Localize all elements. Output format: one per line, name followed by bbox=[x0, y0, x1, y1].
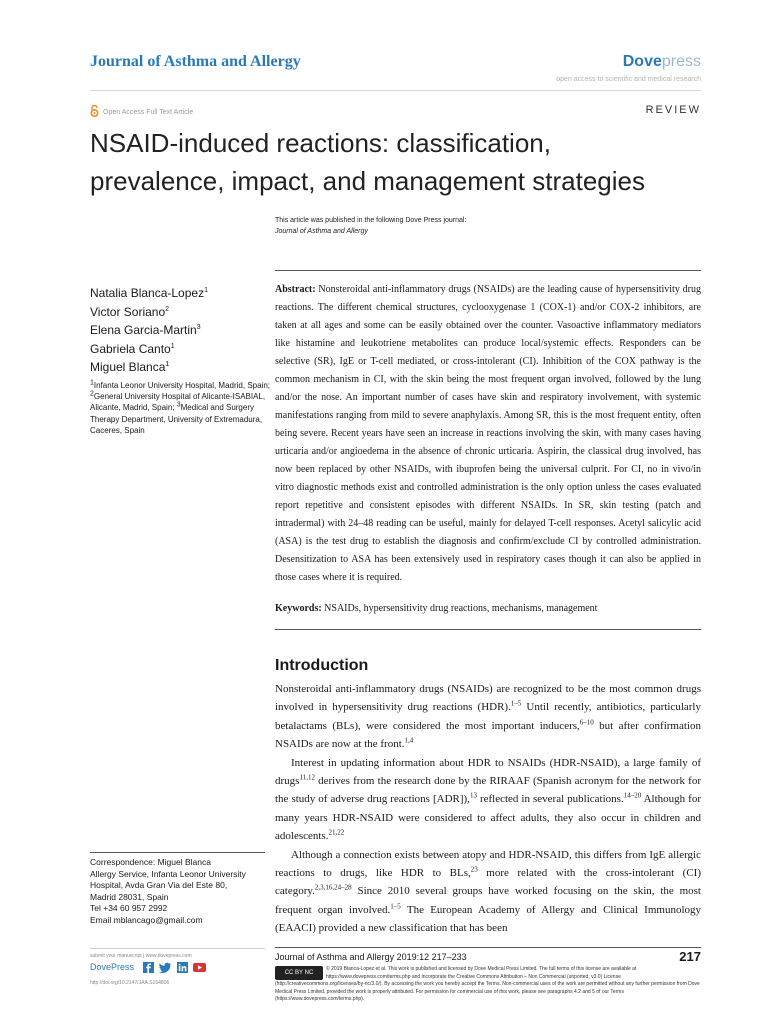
affiliations: $^1$Infanta Leonor University Hospital, Madrid, Spain; $^2$General University Hospital of Alicante-ISABIAL, Alicante, Madrid, Spain; $^3$Medical and Surgery Therapy Department, University of Extremadura, Caceres, Spain bbox=[90, 379, 270, 435]
correspondence: Correspondence: Miguel Blanca Allergy Service, Infanta Leonor University Hospital, Avda Gran Via del Este 80, Madrid 28031, Spain Tel +34 60 957 2992 Email mblancago@gmail.com bbox=[90, 857, 270, 926]
article-type: REVIEW bbox=[645, 104, 701, 116]
publisher-logo[interactable] bbox=[623, 53, 701, 71]
keywords-label: Keywords: bbox=[275, 603, 322, 614]
header-divider bbox=[90, 90, 701, 91]
keywords-text: NSAIDs, hypersensitivity drug reactions, mechanisms, management bbox=[321, 603, 598, 614]
reference-link[interactable]: 2,3,16,24–28 bbox=[314, 883, 352, 892]
open-access-row bbox=[90, 105, 193, 119]
author: Gabriela Canto$^1$ bbox=[90, 341, 175, 356]
paragraph: Interest in updating information about HDR to NSAIDs (HDR-NSAID), a large family of drugs$^{11,12}$ derives from the research done by the RIRAAF (Spanish acronym for the network for the study of adverse drug reactions [ADR]),$^{13}$ reflected in several publications.$^{14-20}$ Although for many years HDR-NSAID were considered to affect adults, they also occur in children and adolescents.$^{21,22}$ bbox=[275, 756, 701, 843]
publication-note-journal[interactable]: Journal of Asthma and Allergy bbox=[275, 228, 368, 235]
publisher-logo-light: press bbox=[661, 53, 701, 70]
creative-commons-badge[interactable]: CC BY NC bbox=[275, 966, 323, 980]
reference-link[interactable]: 1,4 bbox=[404, 736, 414, 745]
open-access-icon bbox=[90, 105, 99, 119]
open-access-label: Open Access Full Text Article bbox=[103, 108, 194, 116]
reference-link[interactable]: 21,22 bbox=[328, 828, 345, 837]
article-title-line1: NSAID-induced reactions: classification, bbox=[90, 128, 551, 158]
publisher-tagline: open access to scientific and medical research bbox=[556, 76, 701, 83]
correspondence-email[interactable]: Email mblancago@gmail.com bbox=[90, 914, 203, 925]
reference-link[interactable]: 6–10 bbox=[579, 718, 594, 727]
reference-link[interactable]: 11,12 bbox=[299, 773, 315, 782]
author: Miguel Blanca$^1$ bbox=[90, 360, 170, 374]
license-block bbox=[275, 966, 701, 1004]
abstract-label: Abstract: bbox=[275, 284, 316, 295]
reference-link[interactable]: 23 bbox=[470, 865, 478, 874]
author: Natalia Blanca-Lopez$^1$ bbox=[90, 286, 208, 300]
reference-link[interactable]: 1–5 bbox=[510, 699, 522, 708]
paragraph: Nonsteroidal anti-inflammatory drugs (NSAIDs) are recognized to be the most common drugs involved in hypersensitivity drug reactions (HDR).$^{1-5}$ Until recently, antibiotics, particularly betalactams (BLs), were considered the most important inducers,$^{6-10}$ but after confirmation NSAIDs are now at the front.$^{1,4}$ bbox=[275, 683, 701, 751]
reference-link[interactable]: 13 bbox=[469, 791, 477, 800]
footer-rule bbox=[275, 947, 701, 948]
abstract-text: Nonsteroidal anti-inflammatory drugs (NSAIDs) are the leading cause of hypersensitivity drug reactions. The different chemical structures, cyclooxygenase 1 (COX-1) and/or COX-2 inhibitors, are taken at all ages and some can be easily obtained over the counter. Vasoactive inflammatory mediators like histamine and leukotriene metabolites can produce local/systemic effects. Responders can be selective (SR), IgE or T-cell mediated, or cross-intolerant (CI). Inhibition of the COX pathway is the common mechanism in CI, with the skin being the most frequent organ involved, followed by the lung and/or the nose. An important number of cases have skin and respiratory involvement, with systemic manifestations ranging from mild to severe anaphylaxis. Among SR, this is the most frequent entity, often being severe. Recent years have seen an increase in reactions involving the skin, with many cases having urticaria and/or angioedema in the absence of chronic urticaria. Aspirin, the classical drug involved, has now been replaced by other NSAIDs, with ibuprofen being the universal culprit. For CI, no in vivo/in vitro diagnostic methods exist and controlled administration is the only option unless the cases evaluated report repetitive and consistent episodes with different NSAIDs. In SR, skin testing (patch and intradermal) with 24–48 reading can be useful, mainly for delayed T-cell responses. Acetyl salicylic acid (ASA) is the test drug to establish the diagnosis and confirm/exclude CI by controlled administration. Desensitization to ASA has been extensively used in respiratory cases though it can also be applied in those cases where it is required. bbox=[275, 284, 701, 583]
submit-manuscript-link[interactable]: submit your manuscript | www.dovepress.com bbox=[90, 953, 192, 959]
publication-note bbox=[275, 215, 466, 237]
social-links bbox=[143, 960, 206, 978]
author-list bbox=[90, 284, 208, 377]
linkedin-icon[interactable] bbox=[177, 960, 188, 978]
article-title bbox=[90, 124, 710, 200]
license-text: © 2019 Blanca-Lopez et al. This work is published and licensed by Dove Medical Press Limited. The full terms of this license are available at https://www.dovepress.com/terms.php and incorporate the Creative Commons Attribution – Non Commercial (unported, v3.0) License (http://creativecommons.org/licenses/by-nc/3.0/). By accessing the work you hereby accept the Terms. Non-commercial uses of the work are permitted without any further permission from Dove Medical Press Limited, provided the work is properly attributed. For permission for commercial use of this work, please see paragraphs 4.2 and 5 of our Terms (https://www.dovepress.com/terms.php). bbox=[275, 966, 700, 1003]
keywords bbox=[275, 601, 701, 617]
journal-name[interactable]: Journal of Asthma and Allergy bbox=[90, 53, 301, 70]
page-number: 217 bbox=[679, 949, 701, 964]
footer-publisher-logo[interactable]: DovePress bbox=[90, 962, 135, 972]
abstract-bottom-rule bbox=[275, 629, 701, 630]
author: Victor Soriano$^2$ bbox=[90, 304, 170, 319]
reference-link[interactable]: 14–20 bbox=[623, 791, 642, 800]
abstract-top-rule bbox=[275, 270, 701, 271]
section-heading-introduction: Introduction bbox=[275, 657, 369, 674]
introduction-body bbox=[275, 680, 701, 938]
facebook-icon[interactable] bbox=[143, 960, 154, 978]
article-title-line2: prevalence, impact, and management strategies bbox=[90, 166, 645, 196]
doi-link[interactable]: http://doi.org/10.2147/JAA.S164806 bbox=[90, 980, 170, 986]
paragraph: Although a connection exists between atopy and HDR-NSAID, this differs from IgE allergic reactions to drugs, like HDR to BLs,$^{23}$ more related with the cross-intolerant (CI) category.$^{2,3,16,24-28}$ Since 2010 several groups have worked focusing on the skin, the most frequent organ involved.$^{1-5}$ The European Academy of Allergy and Clinical Immunology (EAACI) provided a new classification that has been bbox=[275, 848, 701, 935]
publication-note-line1: This article was published in the following Dove Press journal: bbox=[275, 217, 467, 224]
reference-link[interactable]: 1–5 bbox=[390, 902, 401, 911]
footer-left-rule bbox=[90, 948, 265, 949]
youtube-icon[interactable] bbox=[193, 960, 206, 978]
correspondence-rule bbox=[90, 852, 265, 853]
citation: Journal of Asthma and Allergy 2019:12 217–233 bbox=[275, 952, 467, 962]
abstract bbox=[275, 281, 701, 587]
publisher-logo-dark: Dove bbox=[622, 53, 662, 70]
twitter-icon[interactable] bbox=[159, 960, 172, 978]
author: Elena Garcia-Martin$^3$ bbox=[90, 323, 201, 337]
